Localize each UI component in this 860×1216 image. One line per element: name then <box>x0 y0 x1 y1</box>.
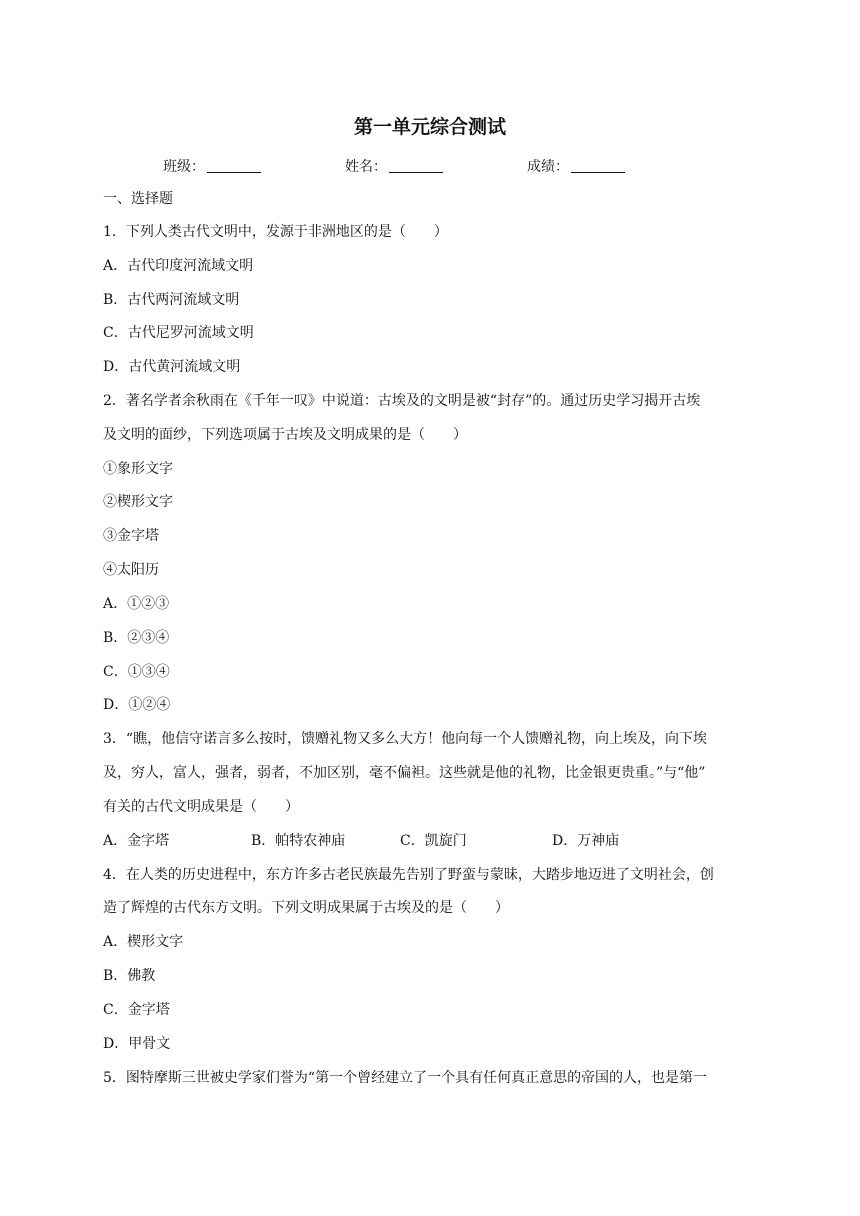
name-blank <box>389 158 443 173</box>
score-label: 成绩： <box>527 159 569 175</box>
q3-option-a: A．金字塔 <box>103 833 170 849</box>
q2-option-a: A．①②③ <box>103 596 170 612</box>
q5-stem-line1: 5．图特摩斯三世被史学家们誉为“第一个曾经建立了一个具有任何真正意思的帝国的人，也是第一 <box>103 1070 708 1086</box>
class-label: 班级： <box>163 159 205 175</box>
q4-option-b: B．佛教 <box>103 968 156 984</box>
q3-option-b: B．帕特农神庙 <box>251 833 346 849</box>
score-field <box>527 156 625 176</box>
q3-option-c: C．凯旋门 <box>400 833 467 849</box>
name-label: 姓名： <box>345 159 387 175</box>
q1-option-c: C．古代尼罗河流域文明 <box>103 325 254 341</box>
q3-stem-line1: 3．“瞧，他信守诺言多么按时，馈赠礼物又多么大方！他向每一个人馈赠礼物，向上埃及，向下埃 <box>103 731 708 747</box>
q2-option-c: C．①③④ <box>103 664 170 680</box>
q2-stem-line1: 2．著名学者余秋雨在《千年一叹》中说道：古埃及的文明是被“封存”的。通过历史学习揭开古埃 <box>103 393 701 409</box>
q2-option-d: D．①②④ <box>103 697 171 713</box>
q2-item-4: ④太阳历 <box>103 562 159 578</box>
q4-stem-line2: 造了辉煌的古代东方文明。下列文明成果属于古埃及的是（ ） <box>103 900 509 916</box>
section-heading: 一、选择题 <box>103 191 173 207</box>
q4-option-d: D．甲骨文 <box>103 1036 171 1052</box>
q2-option-b: B．②③④ <box>103 630 170 646</box>
q1-option-a: A．古代印度河流域文明 <box>103 258 254 274</box>
q3-stem-line2: 及，穷人，富人，强者，弱者，不加区别，毫不偏袒。这些就是他的礼物，比金银更贵重。”与“他” <box>103 765 706 781</box>
name-field <box>345 156 443 176</box>
page-title: 第一单元综合测试 <box>353 116 506 138</box>
class-blank <box>207 158 261 173</box>
q1-stem: 1．下列人类古代文明中，发源于非洲地区的是（ ） <box>103 224 448 240</box>
q4-option-a: A．楔形文字 <box>103 934 184 950</box>
q4-stem-line1: 4．在人类的历史进程中，东方许多古老民族最先告别了野蛮与蒙昧，大踏步地迈进了文明社会，创 <box>103 867 714 883</box>
q2-stem-line2: 及文明的面纱，下列选项属于古埃及文明成果的是（ ） <box>103 427 467 443</box>
class-field <box>163 156 261 176</box>
q2-item-2: ②楔形文字 <box>103 494 173 510</box>
score-blank <box>571 158 625 173</box>
q3-option-d: D．万神庙 <box>552 833 620 849</box>
q1-option-b: B．古代两河流域文明 <box>103 292 240 308</box>
q3-stem-line3: 有关的古代文明成果是（ ） <box>103 799 299 815</box>
q4-option-c: C．金字塔 <box>103 1002 170 1018</box>
q2-item-1: ①象形文字 <box>103 461 173 477</box>
q1-option-d: D．古代黄河流域文明 <box>103 359 241 375</box>
q2-item-3: ③金字塔 <box>103 528 159 544</box>
